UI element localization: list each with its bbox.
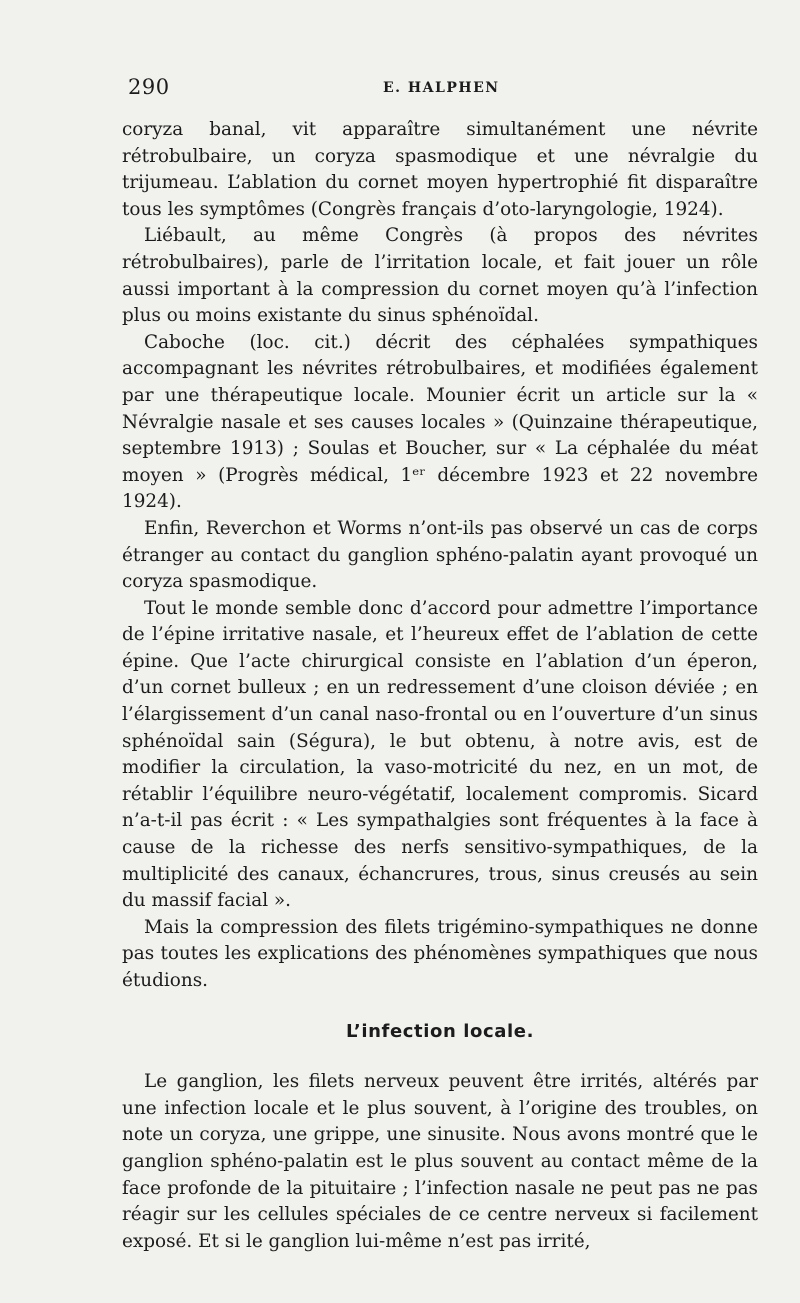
paragraph-caboche: Caboche (loc. cit.) décrit des céphalées sympathiques accompagnant les névrites rétrobulbaires, et modifiées également par une thérapeutique locale. Mounier écrit un article sur la « Névralgie nasale et ses causes locales » (Quinzaine thérapeutique, septembre 1913) ; Soulas et Boucher, sur « La céphalée du méat moyen » (Progrès médical, 1ᵉʳ décembre 1923 et 22 novembre 1924). (122, 331, 758, 513)
paragraph-continuation: coryza banal, vit apparaître simultanément une névrite rétrobulbaire, un coryza spasmodique et une névralgie du trijumeau. L’ablation du cornet moyen hypertrophié fit disparaître tous les symptômes (Congrès français d’oto-laryngologie, 1924). (122, 119, 758, 220)
paragraph-reverchon: Enfin, Reverchon et Worms n’ont-ils pas observé un cas de corps étranger au contact du ganglion sphéno-palatin ayant provoqué un coryza spasmodique. (122, 517, 758, 593)
section-heading: L’infection locale. (345, 1020, 535, 1042)
paragraph-compression: Mais la compression des filets trigémino-sympathiques ne donne pas toutes les explications des phénomènes sympathiques que nous étudions. (122, 916, 758, 991)
paragraph-liebault: Liébault, au même Congrès (à propos des névrites rétrobulbaires), parle de l’irritation locale, et fait jouer un rôle aussi important à la compression du cornet moyen qu’à l’infection plus ou moins existante du sinus sphénoïdal. (122, 225, 758, 327)
body-text (122, 117, 758, 1255)
page-header (128, 75, 758, 105)
paragraph-tout-le-monde: Tout le monde semble donc d’accord pour admettre l’importance de l’épine irritative nasale, et l’heureux effet de l’ablation de cette épine. Que l’acte chirurgical consiste en l’ablation d’un éperon, d’un cornet bulleux ; en un redressement d’une cloison déviée ; en l’élargissement d’un canal naso-frontal ou en l’ouverture d’un sinus sphénoïdal sain (Ségura), le but obtenu, à notre avis, est de modifier la circulation, la vaso-motricité du nez, en un mot, de rétablir l’équilibre neuro-végétatif, localement compromis. Sicard n’a-t-il pas écrit : « Les sympathalgies sont fréquentes à la face à cause de la richesse des nerfs sensitivo-sympathiques, de la multiplicité des canaux, échancrures, trous, sinus creusés au sein du massif facial ». (122, 597, 758, 912)
page-number: 290 (128, 75, 170, 99)
paragraph-infection: Le ganglion, les filets nerveux peuvent être irrités, altérés par une infection locale et le plus souvent, à l’origine des troubles, on note un coryza, une grippe, une sinusite. Nous avons montré que le ganglion sphéno-palatin est le plus souvent au contact même de la face profonde de la pituitaire ; l’infection nasale ne peut pas ne pas réagir sur les cellules spéciales de ce centre nerveux si facilement exposé. Et si le ganglion lui-même n’est pas irrité, (122, 1071, 758, 1252)
running-head-author: E. HALPHEN (383, 80, 500, 96)
